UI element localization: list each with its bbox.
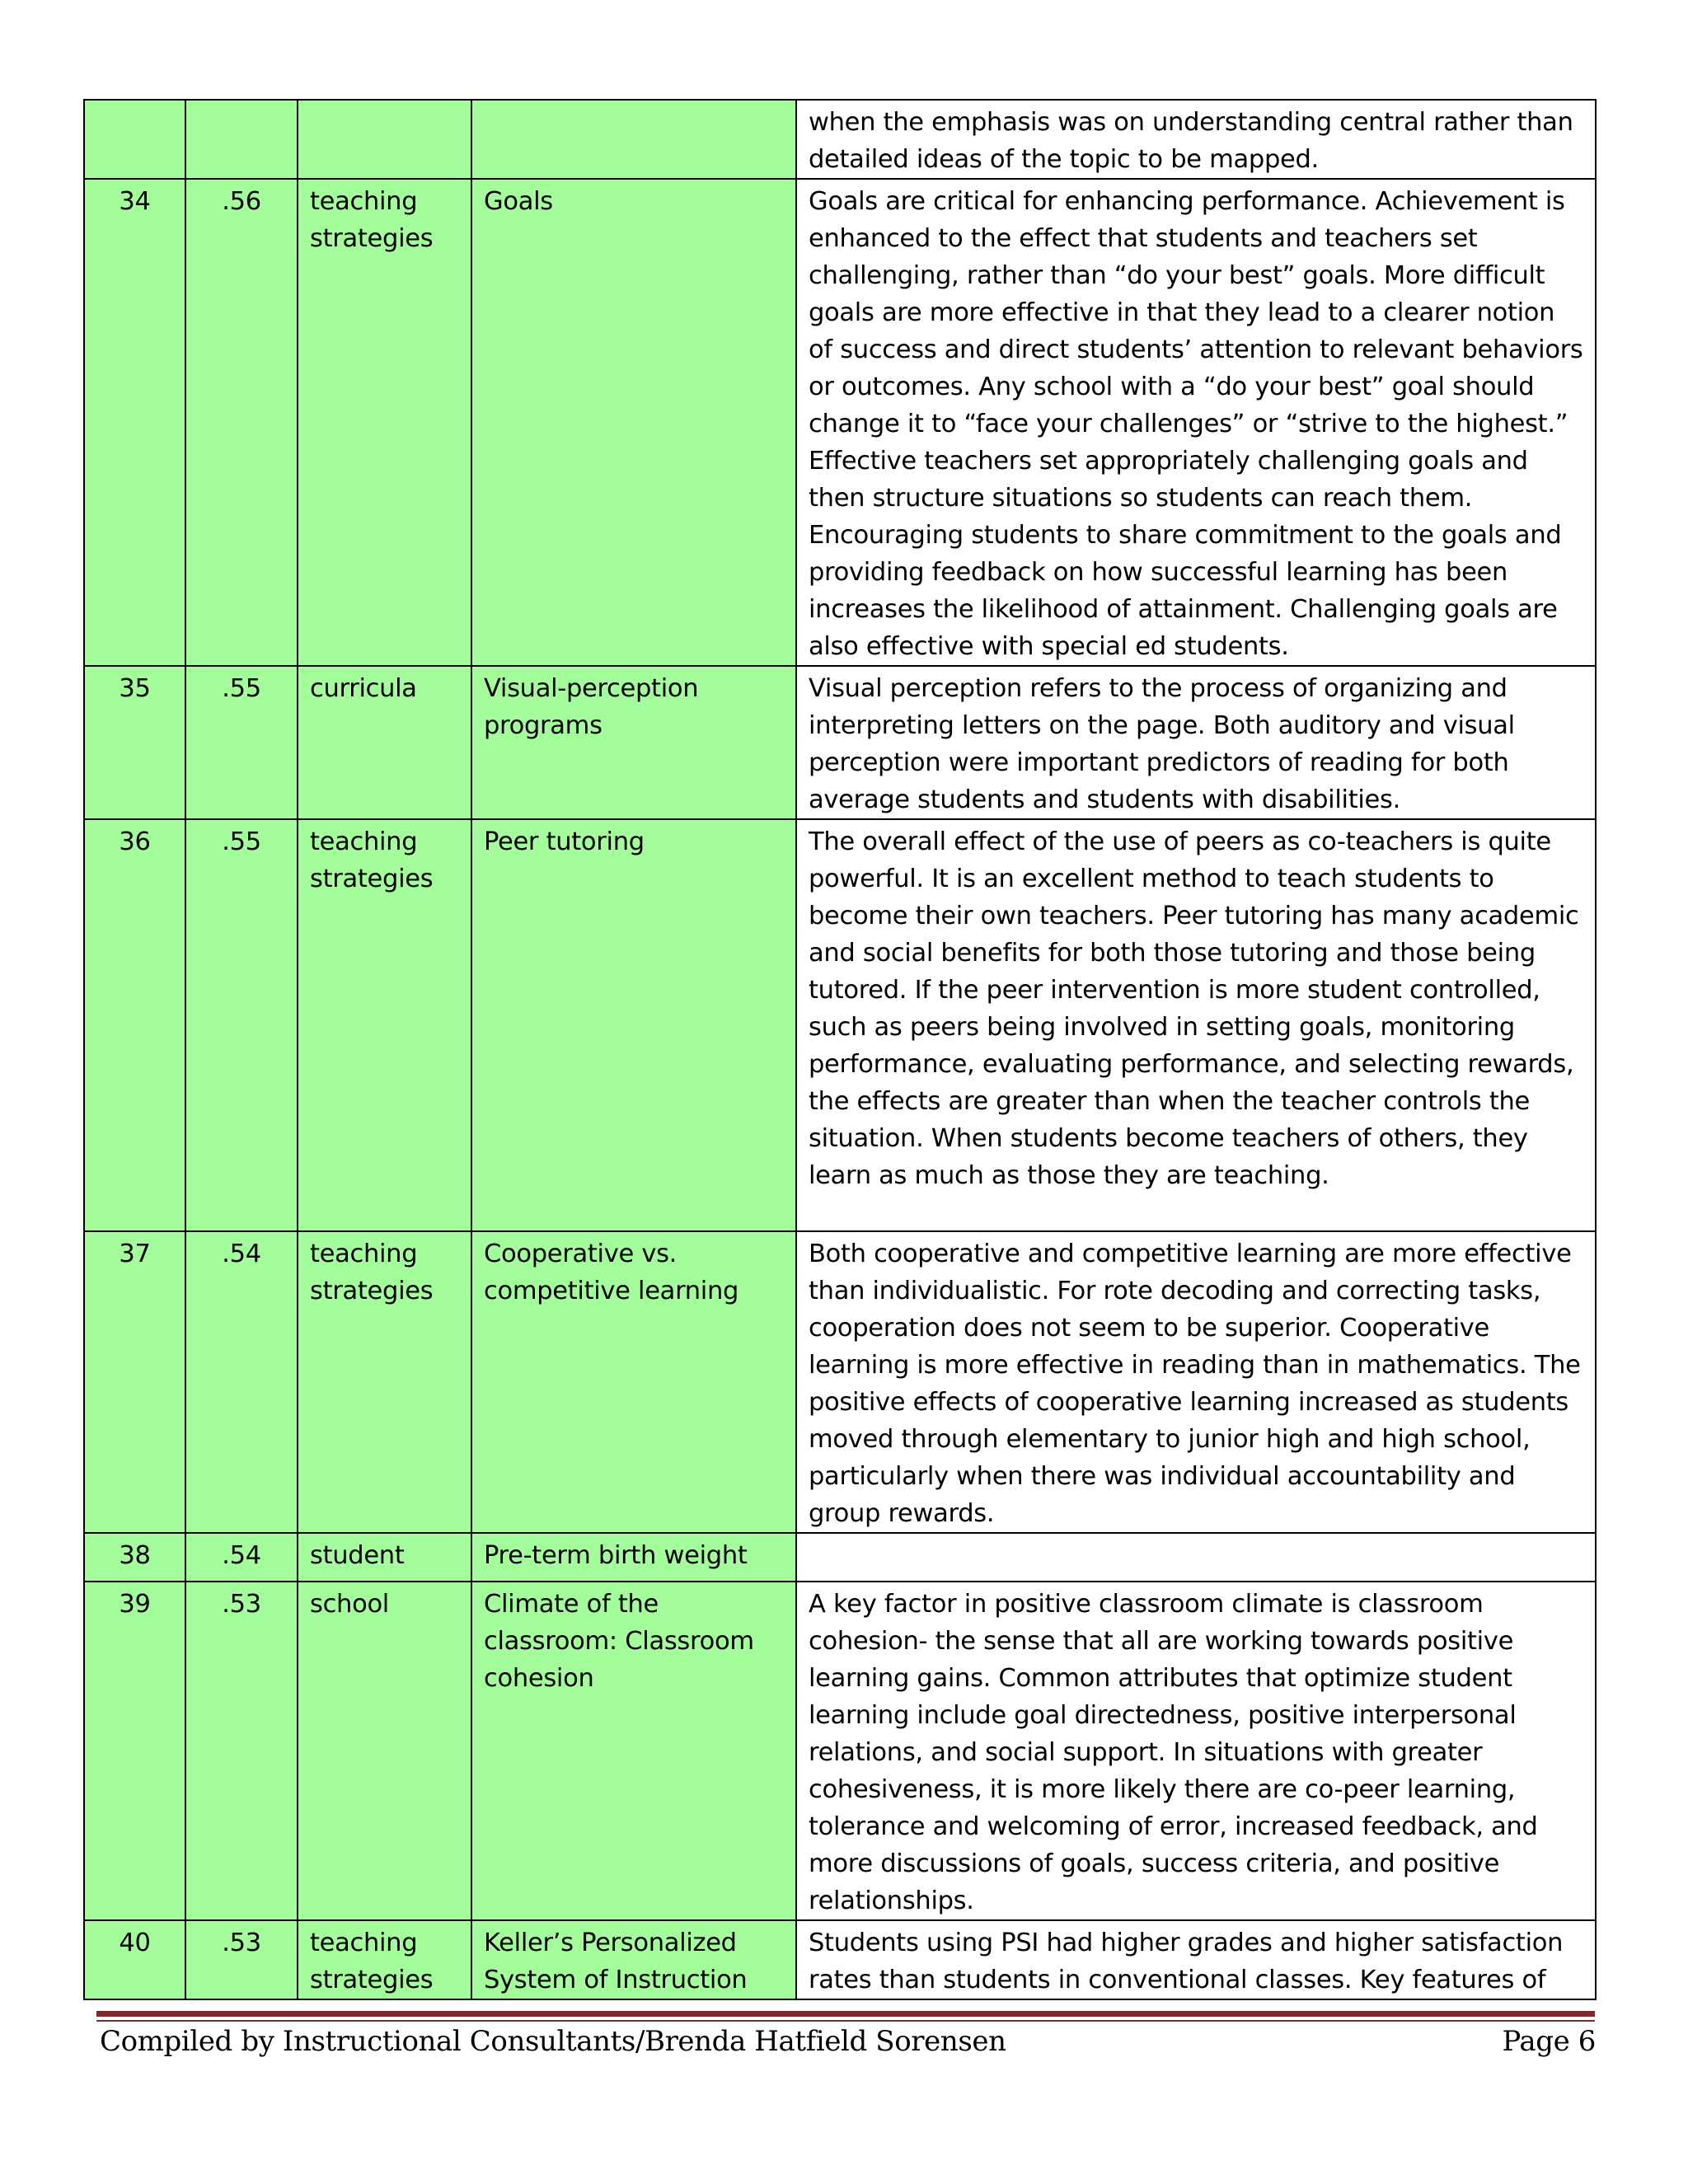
table-row — [84, 179, 1596, 666]
rank-cell: 40 — [84, 1920, 185, 1999]
influence-cell: Visual-perception programs — [471, 666, 796, 819]
description-cell: Goals are critical for enhancing performance. Achievement is enhanced to the effect that students and teachers set challenging, rather than “do your best” goals. More difficult goals are more effective in that they lead to a clearer notion of success and direct students’ attention to relevant behaviors or outcomes. Any school with a “do your best” goal should change it to “face your challenges” or “strive to the highest.” Effective teachers set appropriately challenging goals and then structure situations so students can reach them. Encouraging students to share commitment to the goals and providing feedback on how successful learning has been increases the likelihood of attainment. Challenging goals are also effective with special ed students. — [796, 179, 1596, 666]
effect-size-cell — [185, 100, 298, 179]
description-cell — [796, 1533, 1596, 1582]
description-cell: Students using PSI had higher grades and higher satisfaction rates than students in conventional classes. Key features of — [796, 1920, 1596, 1999]
domain-cell: teaching strategies — [298, 1231, 471, 1533]
domain-cell: teaching strategies — [298, 1920, 471, 1999]
rank-cell: 38 — [84, 1533, 185, 1582]
rank-cell: 34 — [84, 179, 185, 666]
description-cell: A key factor in positive classroom climate is classroom cohesion- the sense that all are working towards positive learning gains. Common attributes that optimize student learning include goal directedness, positive interpersonal relations, and social support. In situations with greater cohesiveness, it is more likely there are co-peer learning, tolerance and welcoming of error, increased feedback, and more discussions of goals, success criteria, and positive relationships. — [796, 1582, 1596, 1920]
table-row — [84, 819, 1596, 1231]
rank-cell: 37 — [84, 1231, 185, 1533]
effect-size-cell: .56 — [185, 179, 298, 666]
domain-cell: school — [298, 1582, 471, 1920]
description-cell: The overall effect of the use of peers as co-teachers is quite powerful. It is an excellent method to teach students to become their own teachers. Peer tutoring has many academic and social benefits for both those tutoring and those being tutored. If the peer intervention is more student controlled, such as peers being involved in setting goals, monitoring performance, evaluating performance, and selecting rewards, the effects are greater than when the teacher controls the situation. When students become teachers of others, they learn as much as those they are teaching. — [796, 819, 1596, 1231]
table-row — [84, 1582, 1596, 1920]
table-row — [84, 666, 1596, 819]
domain-cell: teaching strategies — [298, 819, 471, 1231]
table-row — [84, 1231, 1596, 1533]
domain-cell: student — [298, 1533, 471, 1582]
influence-cell: Climate of the classroom: Classroom cohesion — [471, 1582, 796, 1920]
rank-cell: 39 — [84, 1582, 185, 1920]
description-cell: Both cooperative and competitive learning are more effective than individualistic. For rote decoding and correcting tasks, cooperation does not seem to be superior. Cooperative learning is more effective in reading than in mathematics. The positive effects of cooperative learning increased as students moved through elementary to junior high and high school, particularly when there was individual accountability and group rewards. — [796, 1231, 1596, 1533]
rank-cell: 35 — [84, 666, 185, 819]
influence-cell — [471, 100, 796, 179]
effect-size-cell: .54 — [185, 1533, 298, 1582]
rank-cell: 36 — [84, 819, 185, 1231]
effect-size-cell: .54 — [185, 1231, 298, 1533]
influence-cell: Goals — [471, 179, 796, 666]
influence-cell: Pre-term birth weight — [471, 1533, 796, 1582]
domain-cell: curricula — [298, 666, 471, 819]
description-cell: when the emphasis was on understanding central rather than detailed ideas of the topic to be mapped. — [796, 100, 1596, 179]
influence-cell: Keller’s Personalized System of Instruction — [471, 1920, 796, 1999]
table-row — [84, 1533, 1596, 1582]
description-cell: Visual perception refers to the process of organizing and interpreting letters on the page. Both auditory and visual perception were important predictors of reading for both average students and students with disabilities. — [796, 666, 1596, 819]
footer-credit: Compiled by Instructional Consultants/Brenda Hatfield Sorensen — [100, 2025, 1006, 2058]
footer-rule-thick — [96, 2011, 1595, 2017]
effect-size-cell: .55 — [185, 819, 298, 1231]
effect-size-cell: .55 — [185, 666, 298, 819]
influences-table — [83, 99, 1597, 2000]
page-number: Page 6 — [1502, 2025, 1596, 2058]
table-row — [84, 1920, 1596, 1999]
table-row — [84, 100, 1596, 179]
domain-cell — [298, 100, 471, 179]
domain-cell: teaching strategies — [298, 179, 471, 666]
influence-cell: Peer tutoring — [471, 819, 796, 1231]
rank-cell — [84, 100, 185, 179]
effect-size-cell: .53 — [185, 1582, 298, 1920]
effect-size-cell: .53 — [185, 1920, 298, 1999]
influence-cell: Cooperative vs. competitive learning — [471, 1231, 796, 1533]
